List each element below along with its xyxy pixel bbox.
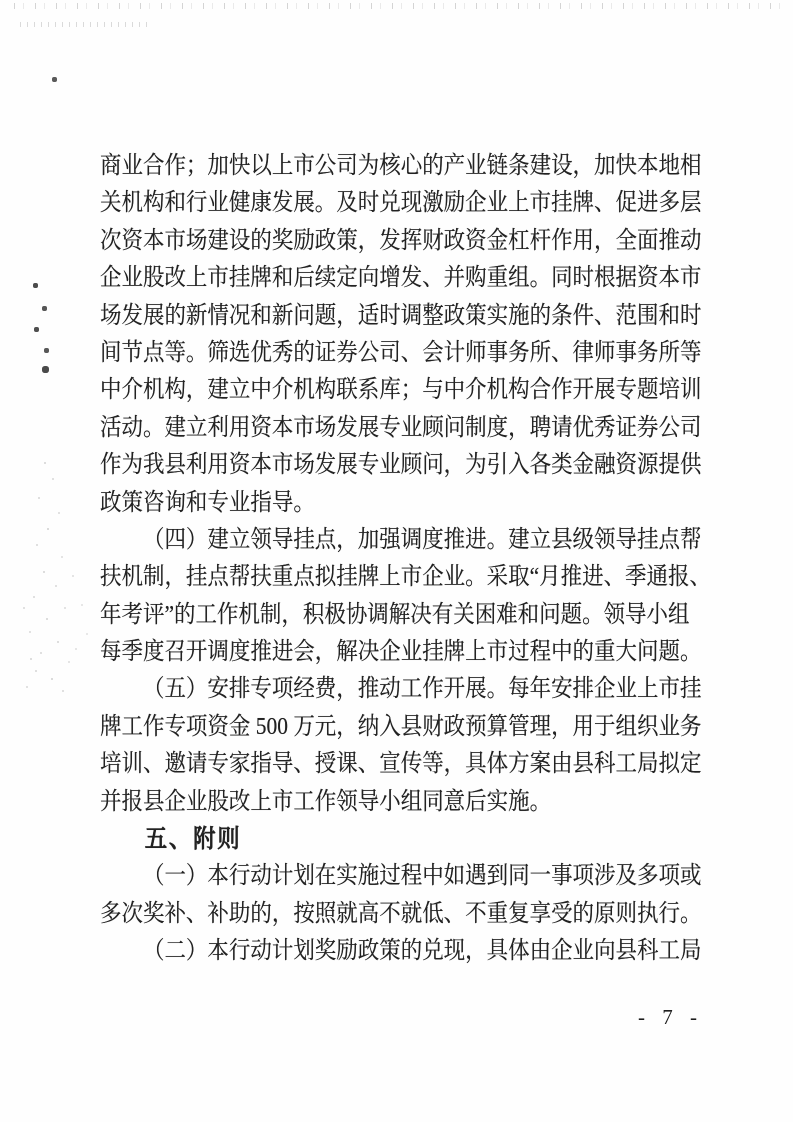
doc-line: 并报县企业股改上市工作领导小组同意后实施。 [100, 788, 552, 815]
scan-noise-top-edge [14, 3, 780, 9]
doc-line-item-5: （五）安排专项经费，推动工作开展。每年安排企业上市挂 [142, 676, 702, 703]
doc-line: 政策咨询和专业指导。 [100, 489, 315, 516]
doc-line-item-1: （一）本行动计划在实施过程中如遇到同一事项涉及多项或 [142, 863, 702, 890]
doc-line-item-4: （四）建立领导挂点，加强调度推进。建立县级领导挂点帮 [142, 526, 702, 553]
doc-line: 扶机制，挂点帮扶重点拟挂牌上市企业。采取“月推进、季通报、 [100, 564, 711, 591]
doc-line: 商业合作；加快以上市公司为核心的产业链条建设，加快本地相 [100, 153, 702, 179]
doc-line: 多次奖补、补助的，按照就高不就低、不重复享受的原则执行。 [100, 900, 702, 927]
scan-dust-speckles [0, 0, 2, 2]
scan-noise-top-left [20, 22, 152, 27]
doc-line: 关机构和行业健康发展。及时兑现激励企业上市挂牌、促进多层 [100, 190, 702, 217]
doc-line: 活动。建立利用资本市场发展专业顾问制度，聘请优秀证券公司 [100, 414, 702, 441]
section-heading: 五、附则 [144, 825, 242, 854]
doc-line: 企业股改上市挂牌和后续定向增发、并购重组。同时根据资本市 [100, 265, 702, 292]
doc-line: 培训、邀请专家指导、授课、宣传等，具体方案由县科工局拟定 [100, 751, 702, 778]
doc-line: 次资本市场建设的奖励政策，发挥财政资金杠杆作用，全面推动 [100, 227, 702, 254]
doc-line: 间节点等。筛选优秀的证券公司、会计师事务所、律师事务所等 [100, 339, 702, 366]
page-number: - 7 - [638, 1005, 703, 1029]
document-body [100, 148, 711, 971]
doc-line: 场发展的新情况和新问题，适时调整政策实施的条件、范围和时 [100, 302, 702, 329]
doc-line-item-2: （二）本行动计划奖励政策的兑现，具体由企业向县科工局 [142, 938, 702, 965]
doc-line: 每季度召开调度推进会，解决企业挂牌上市过程中的重大问题。 [100, 639, 702, 666]
doc-line: 年考评”的工作机制，积极协调解决有关困难和问题。领导小组 [100, 601, 690, 628]
doc-line: 作为我县利用资本市场发展专业顾问，为引入各类金融资源提供 [100, 452, 702, 479]
doc-line: 牌工作专项资金 500 万元，纳入县财政预算管理，用于组织业务 [100, 713, 702, 740]
doc-line: 中介机构，建立中介机构联系库；与中介机构合作开展专题培训 [100, 377, 702, 404]
